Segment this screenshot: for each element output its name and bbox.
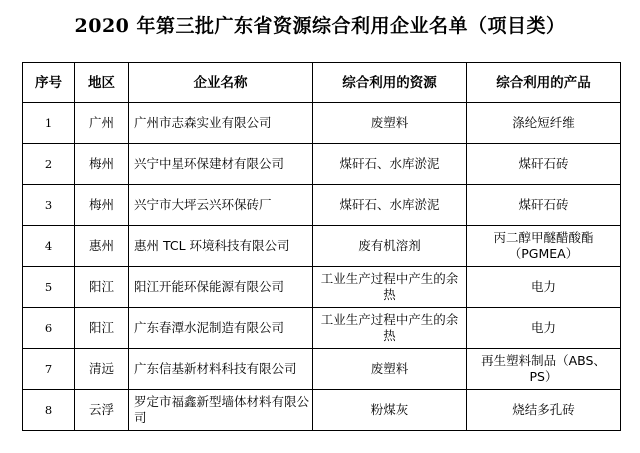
- enterprise-list-table: [22, 62, 621, 431]
- cell-seq: 3: [23, 185, 75, 226]
- cell-product: 煤矸石砖: [467, 144, 621, 185]
- cell-company: 广东信基新材料科技有限公司: [129, 349, 313, 390]
- cell-company: 阳江开能环保能源有限公司: [129, 267, 313, 308]
- cell-product: 煤矸石砖: [467, 185, 621, 226]
- cell-seq: 8: [23, 390, 75, 431]
- cell-seq: 2: [23, 144, 75, 185]
- cell-region: 阳江: [75, 267, 129, 308]
- table-row: [23, 226, 621, 267]
- header-company: 企业名称: [129, 63, 313, 103]
- cell-product: 丙二醇甲醚醋酸酯（PGMEA）: [467, 226, 621, 267]
- cell-seq: 4: [23, 226, 75, 267]
- cell-company: 惠州 TCL 环境科技有限公司: [129, 226, 313, 267]
- table-row: [23, 308, 621, 349]
- cell-resource: 煤矸石、水库淤泥: [313, 144, 467, 185]
- cell-seq: 5: [23, 267, 75, 308]
- table-row: [23, 349, 621, 390]
- cell-region: 广州: [75, 103, 129, 144]
- cell-company: 兴宁市大坪云兴环保砖厂: [129, 185, 313, 226]
- cell-region: 惠州: [75, 226, 129, 267]
- cell-resource: 粉煤灰: [313, 390, 467, 431]
- cell-resource: 工业生产过程中产生的余热: [313, 308, 467, 349]
- header-region: 地区: [75, 63, 129, 103]
- cell-product: 涤纶短纤维: [467, 103, 621, 144]
- cell-resource: 废塑料: [313, 349, 467, 390]
- table-row: [23, 185, 621, 226]
- header-product: 综合利用的产品: [467, 63, 621, 103]
- cell-seq: 6: [23, 308, 75, 349]
- cell-region: 清远: [75, 349, 129, 390]
- cell-company: 罗定市福鑫新型墙体材料有限公司: [129, 390, 313, 431]
- table-row: [23, 144, 621, 185]
- table-row: [23, 390, 621, 431]
- header-resource: 综合利用的资源: [313, 63, 467, 103]
- cell-region: 阳江: [75, 308, 129, 349]
- table-row: [23, 103, 621, 144]
- cell-seq: 1: [23, 103, 75, 144]
- cell-region: 梅州: [75, 144, 129, 185]
- cell-product: 烧结多孔砖: [467, 390, 621, 431]
- cell-company: 广东春潭水泥制造有限公司: [129, 308, 313, 349]
- cell-seq: 7: [23, 349, 75, 390]
- cell-product: 再生塑料制品（ABS、PS）: [467, 349, 621, 390]
- cell-resource: 煤矸石、水库淤泥: [313, 185, 467, 226]
- cell-product: 电力: [467, 267, 621, 308]
- cell-company: 广州市志森实业有限公司: [129, 103, 313, 144]
- table-row: [23, 267, 621, 308]
- cell-resource: 废塑料: [313, 103, 467, 144]
- page-title: 2020 年第三批广东省资源综合利用企业名单（项目类）: [74, 15, 566, 37]
- cell-company: 兴宁中星环保建材有限公司: [129, 144, 313, 185]
- cell-region: 云浮: [75, 390, 129, 431]
- cell-resource: 工业生产过程中产生的余热: [313, 267, 467, 308]
- cell-region: 梅州: [75, 185, 129, 226]
- header-seq: 序号: [23, 63, 75, 103]
- table-header-row: [23, 63, 621, 103]
- cell-resource: 废有机溶剂: [313, 226, 467, 267]
- cell-product: 电力: [467, 308, 621, 349]
